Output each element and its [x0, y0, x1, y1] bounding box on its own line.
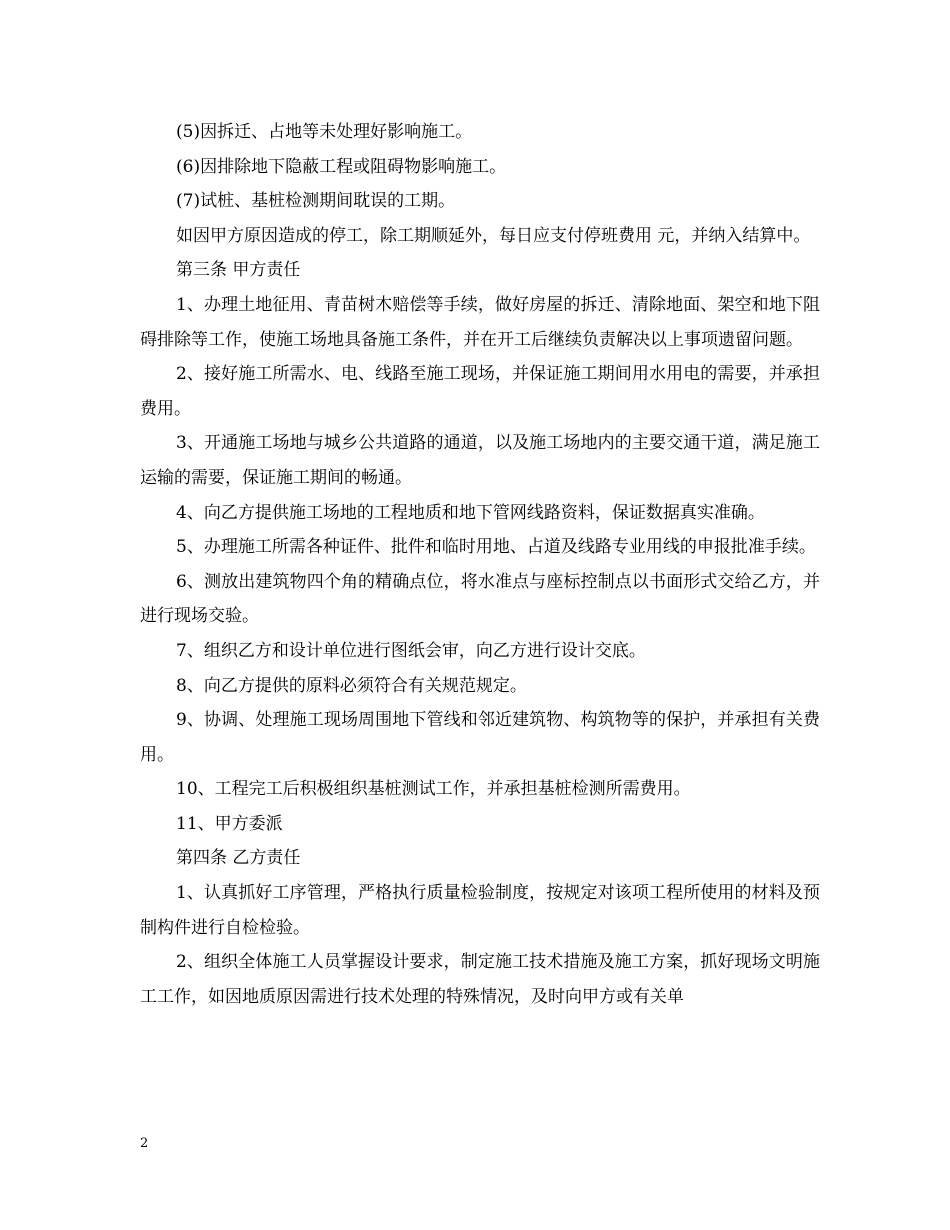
party-b-item-1: 1、认真抓好工序管理，严格执行质量检验制度，按规定对该项工程所使用的材料及预制构件进行自检检验。	[140, 883, 820, 938]
party-a-item-2: 2、接好施工所需水、电、线路至施工现场，并保证施工期间用水用电的需要，并承担费用。	[140, 364, 820, 419]
document-body	[140, 115, 820, 1014]
paragraph-obstruction-delay: (6)因排除地下隐蔽工程或阻碍物影响施工。	[176, 156, 507, 177]
paragraph-demolition-delay: (5)因拆迁、占地等未处理好影响施工。	[176, 122, 473, 142]
paragraph-pile-test-delay: (7)试桩、基桩检测期间耽误的工期。	[176, 191, 456, 212]
party-a-item-11: 11、甲方委派	[176, 813, 283, 834]
section-heading-party-a: 第三条 甲方责任	[176, 260, 301, 281]
party-a-item-9: 9、协调、处理施工现场周围地下管线和邻近建筑物、构筑物等的保护，并承担有关费用。	[140, 710, 820, 765]
party-a-item-6: 6、测放出建筑物四个角的精确点位，将水准点与座标控制点以书面形式交给乙方，并进行现场交验。	[140, 571, 820, 627]
paragraph-stoppage-fee: 如因甲方原因造成的停工，除工期顺延外，每日应支付停班费用 元，并纳入结算中。	[176, 225, 811, 246]
party-a-item-4: 4、向乙方提供施工场地的工程地质和地下管网线路资料，保证数据真实准确。	[176, 502, 765, 523]
party-a-item-5: 5、办理施工所需各种证件、批件和临时用地、占道及线路专业用线的申报批准手续。	[176, 537, 816, 558]
party-b-item-2: 2、组织全体施工人员掌握设计要求，制定施工技术措施及施工方案，抓好现场文明施工工作，如因地质原因需进行技术处理的特殊情况，及时向甲方或有关单	[140, 952, 820, 1007]
party-a-item-10: 10、工程完工后积极组织基桩测试工作，并承担基桩检测所需费用。	[176, 779, 691, 800]
party-a-item-7: 7、组织乙方和设计单位进行图纸会审，向乙方进行设计交底。	[176, 640, 646, 661]
page-number: 2	[140, 1136, 149, 1151]
party-a-item-1: 1、办理土地征用、青苗树木赔偿等手续，做好房屋的拆迁、清除地面、架空和地下阻碍排除等工作，使施工场地具备施工条件，并在开工后继续负责解决以上事项遗留问题。	[140, 294, 820, 350]
party-a-item-3: 3、开通施工场地与城乡公共道路的通道，以及施工场地内的主要交通干道，满足施工运输的需要，保证施工期间的畅通。	[140, 433, 820, 488]
section-heading-party-b: 第四条 乙方责任	[176, 848, 301, 869]
party-a-item-8: 8、向乙方提供的原料必须符合有关规范规定。	[176, 675, 527, 696]
